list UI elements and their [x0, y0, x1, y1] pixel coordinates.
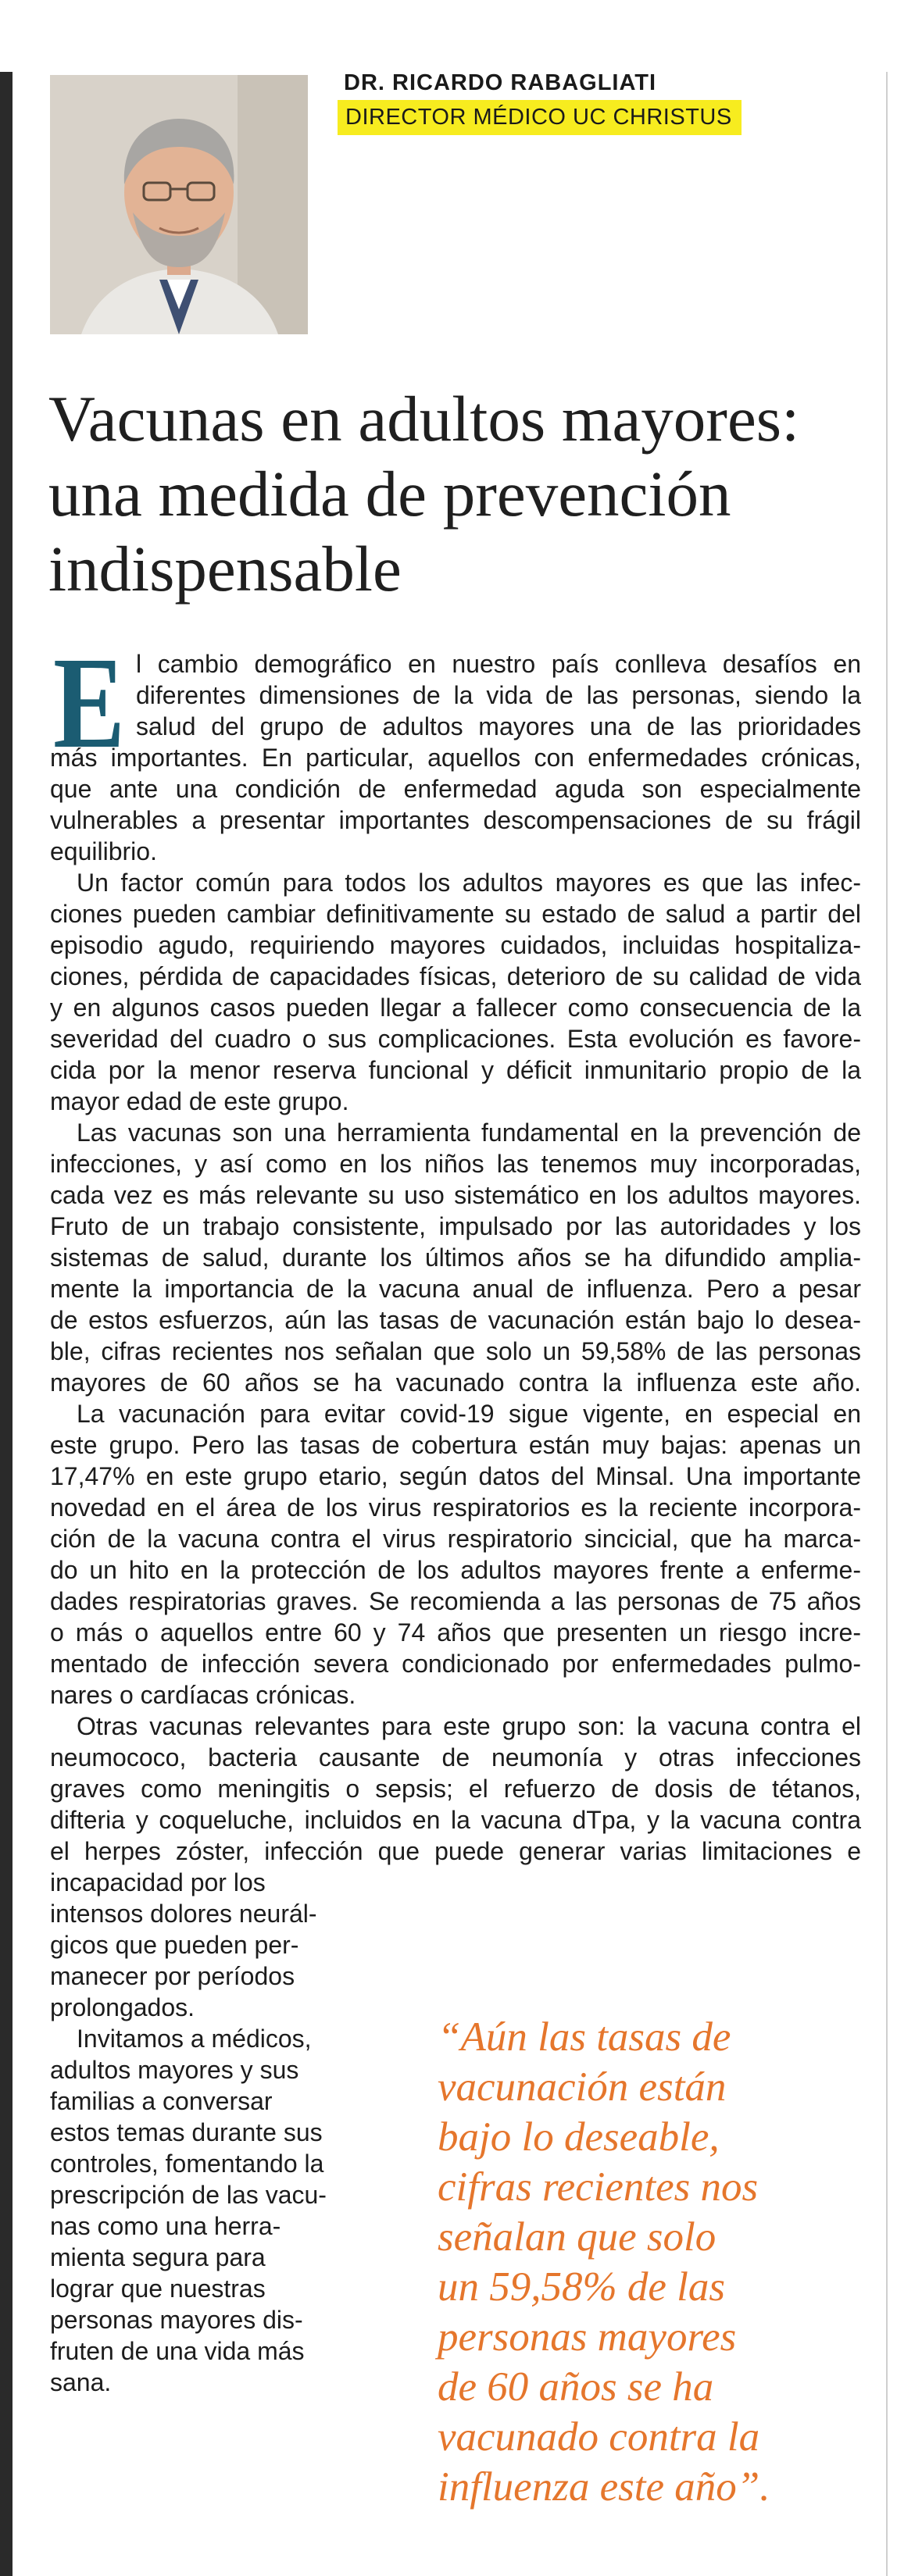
body-line: Un factor común para todos los adultos mayores es que las infec- — [77, 869, 861, 897]
dropcap — [52, 630, 127, 776]
body-line: novedad en el área de los virus respiratorios es la reciente incorpora- — [50, 1493, 861, 1522]
body-line: personas mayores dis- — [50, 2306, 303, 2334]
body-line: infecciones, y así como en los niños las tenemos muy incorporadas, — [50, 1150, 861, 1178]
pull-quote-line: influenza este año”. — [438, 2464, 770, 2510]
body-line: mente la importancia de la vacuna anual de influenza. Pero a pesar — [50, 1275, 861, 1303]
body-line: ciones pueden cambiar definitivamente su estado de salud a partir del — [50, 900, 861, 928]
body-line: neumococo, bacteria causante de neumonía y otras infecciones — [50, 1743, 861, 1771]
body-line: adultos mayores y sus — [50, 2056, 299, 2084]
body-line: Invitamos a médicos, — [77, 2025, 312, 2053]
body-line: gicos que pueden per- — [50, 1931, 299, 1959]
right-column-rule — [886, 72, 888, 2576]
body-line: severidad del cuadro o sus complicaciones. Esta evolución es favore- — [50, 1025, 861, 1053]
body-line: familias a conversar — [50, 2087, 273, 2115]
body-line: vulnerables a presentar importantes descompensaciones de su frágil — [50, 806, 861, 834]
body-line: diferentes dimensiones de la vida de las personas, siendo la — [136, 681, 861, 709]
body-line: mayor edad de este grupo. — [50, 1087, 349, 1115]
body-line: do un hito en la protección de los adultos mayores frente a enferme- — [50, 1556, 861, 1584]
body-line: y en algunos casos pueden llegar a fallecer como consecuencia de la — [50, 994, 861, 1022]
body-line: o más o aquellos entre 60 y 74 años que presenten un riesgo incre- — [50, 1618, 861, 1647]
body-line: graves como meningitis o sepsis; el refuerzo de dosis de tétanos, — [50, 1775, 861, 1803]
dropcap-letter: E — [53, 630, 125, 776]
body-line: nares o cardíacas crónicas. — [50, 1681, 356, 1709]
body-line: manecer por períodos — [50, 1962, 295, 1990]
left-column-rule — [0, 72, 13, 2576]
body-line: 17,47% en este grupo etario, según datos del Minsal. Una importante — [50, 1462, 861, 1490]
body-line: cida por la menor reserva funcional y déficit inmunitario propio de la — [50, 1056, 861, 1084]
body-line: ciones, pérdida de capacidades físicas, deterioro de su calidad de vida — [50, 962, 861, 990]
pull-quote-line: vacunación están — [438, 2064, 727, 2110]
body-line: de estos esfuerzos, aún las tasas de vacunación están bajo lo desea- — [50, 1306, 861, 1334]
body-line: este grupo. Pero las tasas de cobertura están muy bajas: apenas un — [50, 1431, 861, 1459]
body-line: difteria y coqueluche, incluidos en la vacuna dTpa, y la vacuna contra — [50, 1806, 861, 1834]
body-line: Fruto de un trabajo consistente, impulsado por las autoridades y los — [50, 1212, 861, 1240]
body-line: dades respiratorias graves. Se recomienda a las personas de 75 años — [50, 1587, 861, 1615]
pull-quote-line: un 59,58% de las — [438, 2264, 726, 2310]
body-line: el herpes zóster, infección que puede generar varias limitaciones e — [50, 1837, 861, 1865]
body-line: episodio agudo, requiriendo mayores cuidados, incluidas hospitaliza- — [50, 931, 861, 959]
body-line: equilibrio. — [50, 837, 157, 865]
body-line: incapacidad por los — [50, 1868, 266, 1896]
author-name: DR. RICARDO RABAGLIATI — [344, 70, 657, 95]
author-photo — [50, 75, 308, 334]
body-line: cada vez es más relevante su uso sistemático en los adultos mayores. — [50, 1181, 861, 1209]
pull-quote — [438, 2012, 875, 2512]
body-line: estos temas durante sus — [50, 2118, 323, 2146]
body-line: mayores de 60 años se ha vacunado contra la influenza este año. — [50, 1368, 861, 1397]
body-line: que ante una condición de enfermedad aguda son especialmente — [50, 775, 861, 803]
body-line: mienta segura para — [50, 2243, 266, 2271]
pull-quote-line: señalan que solo — [438, 2214, 717, 2260]
pull-quote-line: cifras recientes nos — [438, 2164, 759, 2210]
body-line: l cambio demográfico en nuestro país conlleva desafíos en — [136, 650, 861, 678]
body-line: intensos dolores neurál- — [50, 1900, 317, 1928]
pull-quote-line: vacunado contra la — [438, 2414, 760, 2460]
body-line: sana. — [50, 2368, 112, 2396]
body-line: Otras vacunas relevantes para este grupo son: la vacuna contra el — [77, 1712, 861, 1740]
body-line: La vacunación para evitar covid-19 sigue vigente, en especial en — [77, 1400, 861, 1428]
body-line: fruten de una vida más — [50, 2337, 305, 2365]
body-line: nas como una herra- — [50, 2212, 281, 2240]
pull-quote-line: personas mayores — [438, 2314, 737, 2360]
body-line: Las vacunas son una herramienta fundamental en la prevención de — [77, 1119, 861, 1147]
pull-quote-line: bajo lo deseable, — [438, 2114, 720, 2160]
author-role: DIRECTOR MÉDICO UC CHRISTUS — [338, 100, 742, 135]
body-line: prescripción de las vacu- — [50, 2181, 327, 2209]
body-line: ción de la vacuna contra el virus respiratorio sincicial, que ha marca- — [50, 1525, 861, 1553]
body-line: más importantes. En particular, aquellos con enfermedades crónicas, — [50, 744, 861, 772]
body-line: prolongados. — [50, 1993, 195, 2021]
body-line: salud del grupo de adultos mayores una de las prioridades — [136, 712, 861, 740]
body-line: mentado de infección severa condicionado por enfermedades pulmo- — [50, 1650, 861, 1678]
body-line: sistemas de salud, durante los últimos años se ha difundido amplia- — [50, 1243, 861, 1272]
body-line: lograr que nuestras — [50, 2275, 266, 2303]
pull-quote-line: “Aún las tasas de — [438, 2014, 731, 2060]
headline: Vacunas en adultos mayores: una medida de prevención indispensable — [48, 383, 800, 605]
pull-quote-line: de 60 años se ha — [438, 2364, 714, 2410]
body-line: controles, fomentando la — [50, 2150, 324, 2178]
body-line: ble, cifras recientes nos señalan que solo un 59,58% de las personas — [50, 1337, 861, 1365]
